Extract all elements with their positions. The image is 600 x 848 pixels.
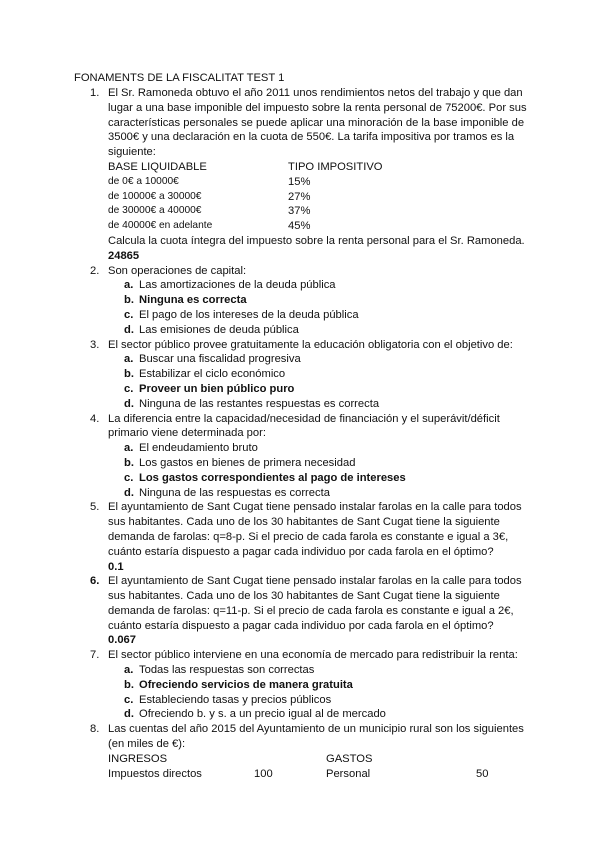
- question-5: [74, 500, 530, 574]
- option-text: Las emisiones de deuda pública: [139, 323, 299, 336]
- option-a: [108, 352, 530, 367]
- table-header-rate: TIPO IMPOSITIVO: [288, 160, 383, 173]
- question-number: 2.: [90, 264, 100, 277]
- accounts-header: [108, 752, 530, 767]
- option-letter: d.: [124, 708, 134, 721]
- option-letter: b.: [124, 368, 134, 381]
- question-number: 3.: [90, 338, 100, 351]
- option-letter: c.: [124, 471, 134, 484]
- income-item: Impuestos directos: [108, 767, 202, 780]
- question-text: Las cuentas del año 2015 del Ayuntamiento de un municipio rural son los siguientes (en miles de €):: [108, 723, 524, 751]
- option-d: [108, 707, 530, 722]
- option-text: Proveer un bien público puro: [139, 382, 295, 395]
- option-text: Ninguna de las restantes respuestas es correcta: [139, 397, 380, 410]
- option-text: El endeudamiento bruto: [139, 442, 258, 455]
- table-cell-rate: 45%: [288, 220, 311, 233]
- option-letter: a.: [124, 442, 134, 455]
- option-d: [108, 397, 530, 412]
- question-text: El ayuntamiento de Sant Cugat tiene pensado instalar farolas en la calle para todos sus habitantes. Cada uno de los 30 habitantes de Sant Cugat tiene la siguiente demanda de farolas: q=11-p. Si el precio de cada farola es constante e igual a 2€, cuánto estaría dispuesto a pagar cada individuo por cada farola en el óptimo?: [108, 575, 522, 632]
- option-c: [108, 308, 530, 323]
- table-row: [108, 204, 530, 219]
- tax-table-header: [108, 160, 530, 175]
- option-letter: b.: [124, 294, 134, 307]
- option-d: [108, 486, 530, 501]
- question-7: [74, 648, 530, 722]
- option-text: Ninguna es correcta: [139, 294, 247, 307]
- question-number: 6.: [90, 575, 100, 588]
- question-2: [74, 264, 530, 338]
- option-text: Ofreciendo b. y s. a un precio igual al de mercado: [139, 708, 386, 721]
- question-number: 4.: [90, 412, 100, 425]
- option-text: El pago de los intereses de la deuda pública: [139, 308, 359, 321]
- option-text: Estableciendo tasas y precios públicos: [139, 693, 332, 706]
- document-title: FONAMENTS DE LA FISCALITAT TEST 1: [74, 72, 285, 84]
- table-cell-bracket: de 30000€ a 40000€: [108, 205, 202, 217]
- table-cell-rate: 15%: [288, 175, 311, 188]
- answer-value: 0.1: [108, 560, 124, 573]
- option-text: Las amortizaciones de la deuda pública: [139, 279, 336, 292]
- question-list: [74, 86, 530, 781]
- option-b-correct: [108, 293, 530, 308]
- option-text: Ninguna de las respuestas es correcta: [139, 486, 330, 499]
- option-text: Todas las respuestas son correctas: [139, 664, 315, 677]
- question-prompt: Calcula la cuota íntegra del impuesto sobre la renta personal para el Sr. Ramoneda.: [108, 234, 525, 247]
- question-text: El sector público provee gratuitamente la educación obligatoria con el objetivo de:: [108, 338, 513, 351]
- accounts-row: [108, 767, 530, 782]
- table-cell-rate: 27%: [288, 190, 311, 203]
- table-header-base: BASE LIQUIDABLE: [108, 160, 207, 173]
- question-text: La diferencia entre la capacidad/necesidad de financiación y el superávit/déficit primario viene determinada por:: [108, 412, 500, 440]
- option-text: Ofreciendo servicios de manera gratuita: [139, 678, 353, 691]
- option-b: [108, 456, 530, 471]
- option-b-correct: [108, 678, 530, 693]
- table-row: [108, 190, 530, 205]
- answer-value: 0.067: [108, 634, 136, 647]
- option-a: [108, 441, 530, 456]
- question-text: El ayuntamiento de Sant Cugat tiene pensado instalar farolas en la calle para todos sus habitantes. Cada uno de los 30 habitantes de Sant Cugat tiene la siguiente demanda de farolas: q=8-p. Si el precio de cada farola es constante e igual a 3€, cuánto estaría dispuesto a pagar cada individuo por cada farola en el óptimo?: [108, 501, 522, 558]
- income-value: 100: [254, 767, 273, 780]
- option-letter: b.: [124, 456, 134, 469]
- answer-value: 24865: [108, 249, 140, 262]
- option-a: [108, 663, 530, 678]
- option-c-correct: [108, 382, 530, 397]
- option-letter: c.: [124, 308, 134, 321]
- option-text: Estabilizar el ciclo económico: [139, 368, 286, 381]
- option-letter: a.: [124, 664, 134, 677]
- question-number: 8.: [90, 723, 100, 736]
- question-3: [74, 338, 530, 412]
- expense-item: Personal: [326, 767, 371, 780]
- question-8: [74, 722, 530, 781]
- option-text: Los gastos en bienes de primera necesidad: [139, 456, 356, 469]
- question-text: El sector público interviene en una economía de mercado para redistribuir la renta:: [108, 649, 518, 662]
- table-cell-bracket: de 10000€ a 30000€: [108, 190, 202, 202]
- option-b: [108, 367, 530, 382]
- option-letter: b.: [124, 678, 134, 691]
- question-number: 7.: [90, 649, 100, 662]
- option-text: Buscar una fiscalidad progresiva: [139, 353, 301, 366]
- option-c: [108, 693, 530, 708]
- table-row: [108, 219, 530, 234]
- option-letter: d.: [124, 397, 134, 410]
- option-letter: a.: [124, 279, 134, 292]
- question-6: [74, 574, 530, 648]
- question-1: [74, 86, 530, 264]
- option-text: Los gastos correspondientes al pago de intereses: [139, 471, 406, 484]
- expenses-header: GASTOS: [326, 752, 373, 765]
- table-cell-bracket: de 0€ a 10000€: [108, 175, 179, 187]
- question-text: El Sr. Ramoneda obtuvo el año 2011 unos rendimientos netos del trabajo y que dan lugar a una base imponible del impuesto sobre la renta personal de 75200€. Por sus características personales se puede aplicar una minoración de la base imponible de 3500€ y una declaración en la cuota de 550€. La tarifa impositiva por tramos es la siguiente:: [108, 87, 527, 159]
- table-row: [108, 175, 530, 190]
- income-header: INGRESOS: [108, 752, 168, 765]
- option-letter: d.: [124, 323, 134, 336]
- table-cell-rate: 37%: [288, 205, 311, 218]
- option-letter: a.: [124, 353, 134, 366]
- option-d: [108, 323, 530, 338]
- option-letter: c.: [124, 382, 134, 395]
- option-letter: d.: [124, 486, 134, 499]
- option-c-correct: [108, 471, 530, 486]
- question-text: Son operaciones de capital:: [108, 264, 247, 277]
- option-a: [108, 278, 530, 293]
- question-number: 1.: [90, 87, 100, 99]
- question-number: 5.: [90, 501, 100, 514]
- question-4: [74, 412, 530, 501]
- expense-value: 50: [476, 767, 489, 780]
- table-cell-bracket: de 40000€ en adelante: [108, 220, 213, 232]
- option-letter: c.: [124, 693, 134, 706]
